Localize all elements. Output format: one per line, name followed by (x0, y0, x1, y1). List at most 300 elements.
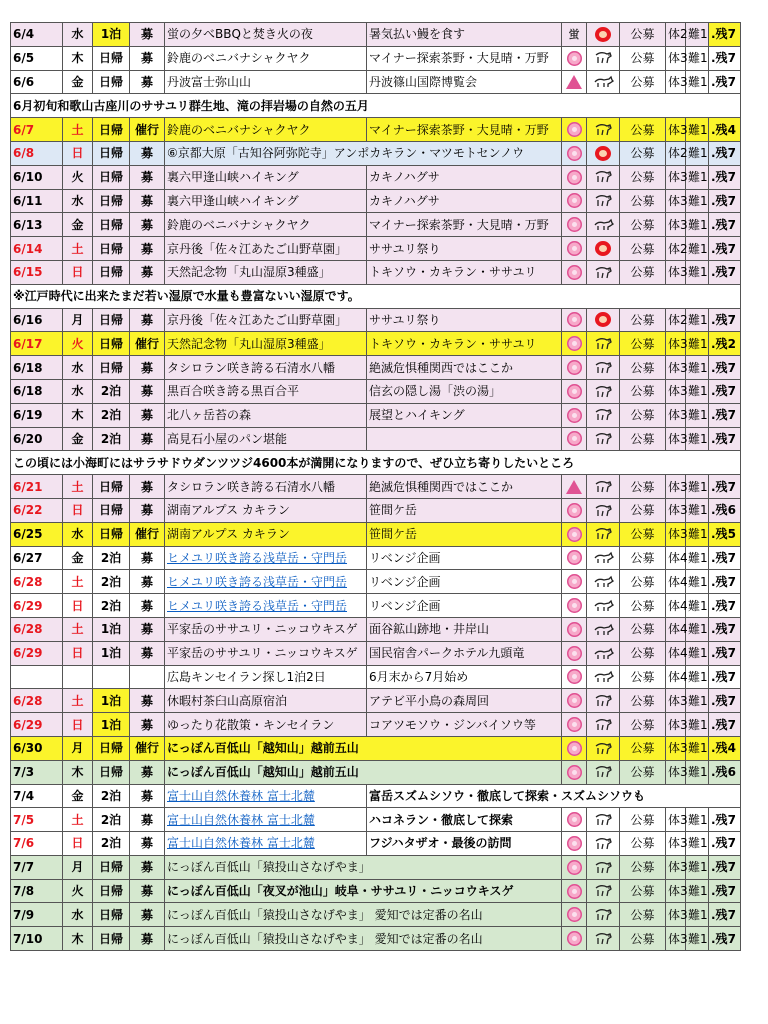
public-cell: 公募 (620, 165, 666, 189)
hiker-icon (594, 908, 612, 922)
date-cell: 6/27 (11, 546, 63, 570)
stamina-label: 体 (668, 765, 681, 780)
weekday-cell: 金 (63, 70, 93, 94)
type-cell: 募 (130, 784, 165, 808)
difficulty-value: 1 (700, 265, 708, 280)
note-cell: 笹間ケ岳 (367, 522, 562, 546)
note-cell: カキノハグサ (367, 189, 562, 213)
note-text: 6月初旬和歌山古座川のササユリ群生地、滝の拝岩場の自然の五月 (11, 94, 741, 118)
stamina-cell (666, 498, 686, 522)
title-cell[interactable]: にっぽん百低山「越知山」越前五山 (165, 736, 562, 760)
difficulty-label: 難 (688, 669, 701, 684)
title-cell[interactable]: 富士山自然休養林 富士北麓 (165, 808, 367, 832)
icon1-cell (562, 141, 587, 165)
duration-cell: 日帰 (93, 522, 130, 546)
duration-cell: 日帰 (93, 760, 130, 784)
type-cell: 募 (130, 713, 165, 737)
type-cell: 募 (130, 356, 165, 380)
type-cell: 募 (130, 70, 165, 94)
title-cell[interactable]: 鈴鹿のベニバナシャクヤク (165, 46, 367, 70)
title-cell[interactable]: ⑥京都大原「古知谷阿弥陀寺」アンポカキラン・マツモトセンノウ (165, 141, 562, 165)
stamina-value: 4 (680, 622, 688, 637)
weekday-cell: 日 (63, 498, 93, 522)
remaining-label: .残 (711, 170, 728, 185)
remaining-label: .残 (711, 51, 728, 66)
difficulty-value: 1 (700, 646, 708, 661)
note-cell (367, 427, 562, 451)
remaining-value: 7 (727, 193, 736, 208)
remaining-value: 7 (727, 74, 736, 89)
bear-icon (595, 241, 611, 256)
difficulty-label: 難 (688, 241, 701, 256)
difficulty-cell (686, 189, 709, 213)
stamina-label: 体 (668, 907, 681, 922)
duration-cell: 1泊 (93, 23, 130, 47)
remaining-cell (709, 379, 741, 403)
difficulty-label: 難 (688, 408, 701, 423)
hiker-icon (594, 861, 612, 875)
type-cell: 募 (130, 165, 165, 189)
remaining-label: .残 (711, 622, 728, 637)
difficulty-label: 難 (688, 360, 701, 375)
difficulty-label: 難 (688, 550, 701, 565)
title-cell[interactable]: ヒメユリ咲き誇る浅草岳・守門岳 (165, 570, 367, 594)
date-cell: 7/3 (11, 760, 63, 784)
weekday-cell: 土 (63, 237, 93, 261)
stamina-value: 3 (680, 193, 688, 208)
note-text: ※江戸時代に出来たまだ若い湿原で水量も豊富ないい湿原です。 (11, 284, 741, 308)
title-cell[interactable]: 富士山自然休養林 富士北麓 (165, 832, 367, 856)
type-cell: 募 (130, 594, 165, 618)
stamina-label: 体 (668, 146, 681, 161)
difficulty-value: 1 (700, 146, 708, 161)
difficulty-value: 1 (700, 717, 708, 732)
stamina-label: 体 (668, 193, 681, 208)
title-cell[interactable]: タシロラン咲き誇る石清水八幡 (165, 356, 367, 380)
event-row (11, 379, 741, 403)
duration-cell: 日帰 (93, 736, 130, 760)
icon1-cell (562, 617, 587, 641)
bear-icon (595, 312, 611, 327)
weekday-cell: 土 (63, 118, 93, 142)
public-cell: 公募 (620, 498, 666, 522)
date-cell: 6/10 (11, 165, 63, 189)
difficulty-label: 難 (688, 122, 701, 137)
icon2-cell (587, 165, 620, 189)
remaining-label: .残 (711, 312, 728, 327)
public-cell: 公募 (620, 118, 666, 142)
flower-icon (567, 384, 582, 399)
flower-icon (567, 574, 582, 589)
stamina-cell (666, 475, 686, 499)
title-cell[interactable]: 蛍の夕べBBQと焚き火の夜 (165, 23, 367, 47)
difficulty-cell (686, 617, 709, 641)
flower-icon (567, 193, 582, 208)
stamina-cell (666, 70, 686, 94)
remaining-label: .残 (711, 669, 728, 684)
public-cell: 公募 (620, 808, 666, 832)
type-cell: 募 (130, 546, 165, 570)
dog-icon (592, 671, 614, 683)
icon2-cell (587, 356, 620, 380)
event-row (11, 546, 741, 570)
public-cell: 公募 (620, 141, 666, 165)
weekday-cell: 月 (63, 855, 93, 879)
difficulty-value: 1 (700, 693, 708, 708)
title-cell[interactable]: にっぽん百低山「猿投山さなげやま」 愛知では定番の名山 (165, 927, 562, 951)
weekday-cell: 金 (63, 427, 93, 451)
title-cell[interactable]: ヒメユリ咲き誇る浅草岳・守門岳 (165, 594, 367, 618)
flower-icon (567, 907, 582, 922)
icon1-cell (562, 546, 587, 570)
title-cell[interactable]: にっぽん百低山「夜叉が池山」岐阜・ササユリ・ニッコウキスゲ (165, 879, 562, 903)
date-cell: 6/16 (11, 308, 63, 332)
icon2-cell (587, 808, 620, 832)
hiker-icon (594, 361, 612, 375)
note-cell: トキソウ・カキラン・ササユリ (367, 260, 562, 284)
stamina-cell (666, 736, 686, 760)
flower-icon (567, 669, 582, 684)
icon1-cell (562, 689, 587, 713)
icon2-cell (587, 879, 620, 903)
date-cell: 6/17 (11, 332, 63, 356)
difficulty-label: 難 (688, 384, 701, 399)
stamina-cell (666, 879, 686, 903)
difficulty-value: 1 (700, 907, 708, 922)
remaining-label: .残 (711, 741, 728, 756)
icon1-cell (562, 118, 587, 142)
difficulty-value: 1 (700, 669, 708, 684)
type-cell: 募 (130, 475, 165, 499)
event-row (11, 189, 741, 213)
duration-cell: 日帰 (93, 332, 130, 356)
dog-icon (592, 648, 614, 660)
title-cell[interactable]: 黒百合咲き誇る黒百合平 (165, 379, 367, 403)
remaining-cell (709, 522, 741, 546)
duration-cell: 2泊 (93, 427, 130, 451)
title-cell[interactable]: 丹波富士弥山山 (165, 70, 367, 94)
remaining-cell (709, 356, 741, 380)
remaining-value: 7 (727, 217, 736, 232)
duration-cell (93, 665, 130, 689)
difficulty-label: 難 (688, 336, 701, 351)
icon1-cell (562, 427, 587, 451)
remaining-cell (709, 308, 741, 332)
remaining-label: .残 (711, 241, 728, 256)
remaining-value: 6 (727, 765, 736, 780)
note-cell: マイナー探索茶野・大見晴・万野 (367, 118, 562, 142)
remaining-cell (709, 641, 741, 665)
remaining-value: 7 (727, 812, 736, 827)
icon2-cell (587, 665, 620, 689)
public-cell: 公募 (620, 379, 666, 403)
icon2-cell (587, 118, 620, 142)
stamina-cell (666, 165, 686, 189)
title-cell[interactable]: 裏六甲逢山峡ハイキング (165, 189, 367, 213)
remaining-cell (709, 808, 741, 832)
event-row (11, 237, 741, 261)
date-cell: 6/19 (11, 403, 63, 427)
title-cell[interactable]: 高見石小屋のパン堪能 (165, 427, 367, 451)
title-cell[interactable]: 広島キンセイラン探し1泊2日 (165, 665, 367, 689)
difficulty-label: 難 (688, 51, 701, 66)
hiker-icon (594, 765, 612, 779)
stamina-value: 3 (680, 170, 688, 185)
title-cell[interactable]: ヒメユリ咲き誇る浅草岳・守門岳 (165, 546, 367, 570)
title-cell[interactable]: 北八ヶ岳苔の森 (165, 403, 367, 427)
title-cell[interactable]: 裏六甲逢山峡ハイキング (165, 165, 367, 189)
difficulty-cell (686, 713, 709, 737)
stamina-label: 体 (668, 693, 681, 708)
title-cell[interactable]: にっぽん百低山「猿投山さなげやま」 (165, 855, 562, 879)
type-cell: 募 (130, 832, 165, 856)
type-cell: 催行 (130, 736, 165, 760)
difficulty-cell (686, 641, 709, 665)
difficulty-label: 難 (688, 765, 701, 780)
difficulty-label: 難 (688, 931, 701, 946)
stamina-label: 体 (668, 122, 681, 137)
remaining-label: .残 (711, 907, 728, 922)
weekday-cell: 木 (63, 927, 93, 951)
title-cell[interactable]: 平家岳のササユリ・ニッコウキスゲ (165, 641, 367, 665)
public-cell: 公募 (620, 665, 666, 689)
stamina-value: 3 (680, 503, 688, 518)
title-cell[interactable]: 富士山自然休養林 富士北麓 (165, 784, 367, 808)
difficulty-value: 1 (700, 27, 708, 42)
hiker-icon (594, 527, 612, 541)
flower-icon (567, 622, 582, 637)
stamina-value: 3 (680, 741, 688, 756)
type-cell: 募 (130, 879, 165, 903)
type-cell (130, 665, 165, 689)
icon1-cell (562, 832, 587, 856)
event-row (11, 141, 741, 165)
weekday-cell: 日 (63, 260, 93, 284)
date-cell: 6/20 (11, 427, 63, 451)
difficulty-label: 難 (688, 312, 701, 327)
type-cell: 募 (130, 141, 165, 165)
type-cell: 募 (130, 689, 165, 713)
difficulty-cell (686, 237, 709, 261)
icon2-cell (587, 308, 620, 332)
icon2-cell (587, 23, 620, 47)
icon1-cell (562, 189, 587, 213)
stamina-label: 体 (668, 836, 681, 851)
weekday-cell: 火 (63, 879, 93, 903)
title-cell[interactable]: 京丹後「佐々江あたご山野草園」 (165, 237, 367, 261)
stamina-value: 3 (680, 336, 688, 351)
stamina-label: 体 (668, 51, 681, 66)
difficulty-value: 1 (700, 765, 708, 780)
icon1-cell (562, 808, 587, 832)
date-cell: 6/18 (11, 379, 63, 403)
difficulty-cell (686, 903, 709, 927)
note-cell: 笹間ケ岳 (367, 498, 562, 522)
remaining-cell (709, 498, 741, 522)
date-cell: 6/28 (11, 570, 63, 594)
remaining-cell (709, 332, 741, 356)
type-cell: 催行 (130, 522, 165, 546)
remaining-value: 7 (727, 836, 736, 851)
weekday-cell: 土 (63, 475, 93, 499)
date-cell: 7/8 (11, 879, 63, 903)
remaining-label: .残 (711, 765, 728, 780)
remaining-label: .残 (711, 193, 728, 208)
stamina-cell (666, 403, 686, 427)
stamina-cell (666, 46, 686, 70)
public-cell: 公募 (620, 641, 666, 665)
remaining-label: .残 (711, 717, 728, 732)
icon1-cell (562, 736, 587, 760)
note-cell: フジハタザオ・最後の訪問 (367, 832, 562, 856)
difficulty-value: 1 (700, 360, 708, 375)
stamina-value: 3 (680, 812, 688, 827)
note-text: この頃には小海町にはサラサドウダンツツジ4600本が満開になりますので、ぜひ立ち寄りしたいところ (11, 451, 741, 475)
title-cell[interactable]: ゆったり花散策・キンセイラン (165, 713, 367, 737)
weekday-cell: 金 (63, 546, 93, 570)
difficulty-cell (686, 165, 709, 189)
stamina-label: 体 (668, 384, 681, 399)
icon2-cell (587, 570, 620, 594)
type-cell: 募 (130, 808, 165, 832)
difficulty-value: 1 (700, 408, 708, 423)
stamina-value: 3 (680, 217, 688, 232)
duration-cell: 2泊 (93, 808, 130, 832)
stamina-value: 4 (680, 550, 688, 565)
event-row (11, 165, 741, 189)
remaining-value: 5 (727, 527, 736, 542)
type-cell: 募 (130, 46, 165, 70)
difficulty-cell (686, 665, 709, 689)
hiker-icon (594, 123, 612, 137)
stamina-cell (666, 189, 686, 213)
date-cell: 6/8 (11, 141, 63, 165)
title-cell[interactable]: 鈴鹿のベニバナシャクヤク (165, 213, 367, 237)
stamina-value: 4 (680, 669, 688, 684)
difficulty-value: 1 (700, 741, 708, 756)
type-cell: 募 (130, 927, 165, 951)
remaining-label: .残 (711, 122, 728, 137)
remaining-label: .残 (711, 217, 728, 232)
title-cell[interactable]: タシロラン咲き誇る石清水八幡 (165, 475, 367, 499)
remaining-cell (709, 189, 741, 213)
type-cell: 募 (130, 570, 165, 594)
difficulty-cell (686, 594, 709, 618)
note-cell: 暑気払い鰻を食す (367, 23, 562, 47)
title-cell[interactable]: 湖南アルプス カキラン (165, 498, 367, 522)
remaining-value: 7 (727, 312, 736, 327)
note-cell: リベンジ企画 (367, 546, 562, 570)
stamina-cell (666, 594, 686, 618)
remaining-value: 7 (727, 693, 736, 708)
weekday-cell: 水 (63, 903, 93, 927)
difficulty-cell (686, 760, 709, 784)
duration-cell: 1泊 (93, 617, 130, 641)
stamina-value: 2 (680, 312, 688, 327)
difficulty-label: 難 (688, 598, 701, 613)
remaining-cell (709, 141, 741, 165)
stamina-cell (666, 570, 686, 594)
difficulty-label: 難 (688, 717, 701, 732)
stamina-label: 体 (668, 669, 681, 684)
remaining-cell (709, 617, 741, 641)
stamina-value: 3 (680, 265, 688, 280)
stamina-label: 体 (668, 265, 681, 280)
note-cell: 面谷鉱山跡地・井岸山 (367, 617, 562, 641)
title-cell[interactable]: 鈴鹿のベニバナシャクヤク (165, 118, 367, 142)
title-cell[interactable]: 京丹後「佐々江あたご山野草園」 (165, 308, 367, 332)
icon1-cell (562, 237, 587, 261)
weekday-cell: 日 (63, 594, 93, 618)
stamina-cell (666, 379, 686, 403)
event-row (11, 689, 741, 713)
flower-icon (567, 170, 582, 185)
stamina-cell (666, 689, 686, 713)
stamina-value: 2 (680, 27, 688, 42)
icon2-cell (587, 546, 620, 570)
event-row (11, 903, 741, 927)
difficulty-cell (686, 475, 709, 499)
public-cell: 公募 (620, 522, 666, 546)
event-row (11, 594, 741, 618)
note-cell: ササユリ祭り (367, 308, 562, 332)
icon2-cell (587, 70, 620, 94)
title-cell[interactable]: 休暇村茶臼山高原宿泊 (165, 689, 367, 713)
title-cell[interactable]: 天然記念物「丸山湿原3種盛」 (165, 332, 367, 356)
stamina-label: 体 (668, 931, 681, 946)
icon2-cell (587, 189, 620, 213)
title-cell[interactable]: 平家岳のササユリ・ニッコウキスゲ (165, 617, 367, 641)
difficulty-cell (686, 356, 709, 380)
remaining-label: .残 (711, 74, 728, 89)
difficulty-label: 難 (688, 193, 701, 208)
difficulty-cell (686, 855, 709, 879)
title-cell[interactable]: 湖南アルプス カキラン (165, 522, 367, 546)
title-cell[interactable]: 天然記念物「丸山湿原3種盛」 (165, 260, 367, 284)
hiker-icon (594, 742, 612, 756)
public-cell: 公募 (620, 713, 666, 737)
hiker-icon (594, 932, 612, 946)
remaining-label: .残 (711, 574, 728, 589)
difficulty-label: 難 (688, 503, 701, 518)
icon1-cell (562, 665, 587, 689)
stamina-value: 3 (680, 408, 688, 423)
note-cell: カキノハグサ (367, 165, 562, 189)
stamina-value: 4 (680, 574, 688, 589)
schedule-table (10, 22, 741, 951)
difficulty-value: 1 (700, 884, 708, 899)
duration-cell: 日帰 (93, 189, 130, 213)
difficulty-label: 難 (688, 74, 701, 89)
event-row (11, 308, 741, 332)
duration-cell: 2泊 (93, 784, 130, 808)
title-cell[interactable]: にっぽん百低山「越知山」越前五山 (165, 760, 562, 784)
difficulty-value: 1 (700, 384, 708, 399)
public-cell: 公募 (620, 189, 666, 213)
date-cell: 7/10 (11, 927, 63, 951)
type-cell: 催行 (130, 332, 165, 356)
note-cell: ササユリ祭り (367, 237, 562, 261)
weekday-cell (63, 665, 93, 689)
public-cell: 公募 (620, 879, 666, 903)
dog-icon (592, 219, 614, 231)
date-cell: 6/21 (11, 475, 63, 499)
title-cell[interactable]: にっぽん百低山「猿投山さなげやま」 愛知では定番の名山 (165, 903, 562, 927)
remaining-value: 7 (727, 931, 736, 946)
date-cell: 6/6 (11, 70, 63, 94)
schedule-body (11, 23, 741, 951)
event-row (11, 713, 741, 737)
